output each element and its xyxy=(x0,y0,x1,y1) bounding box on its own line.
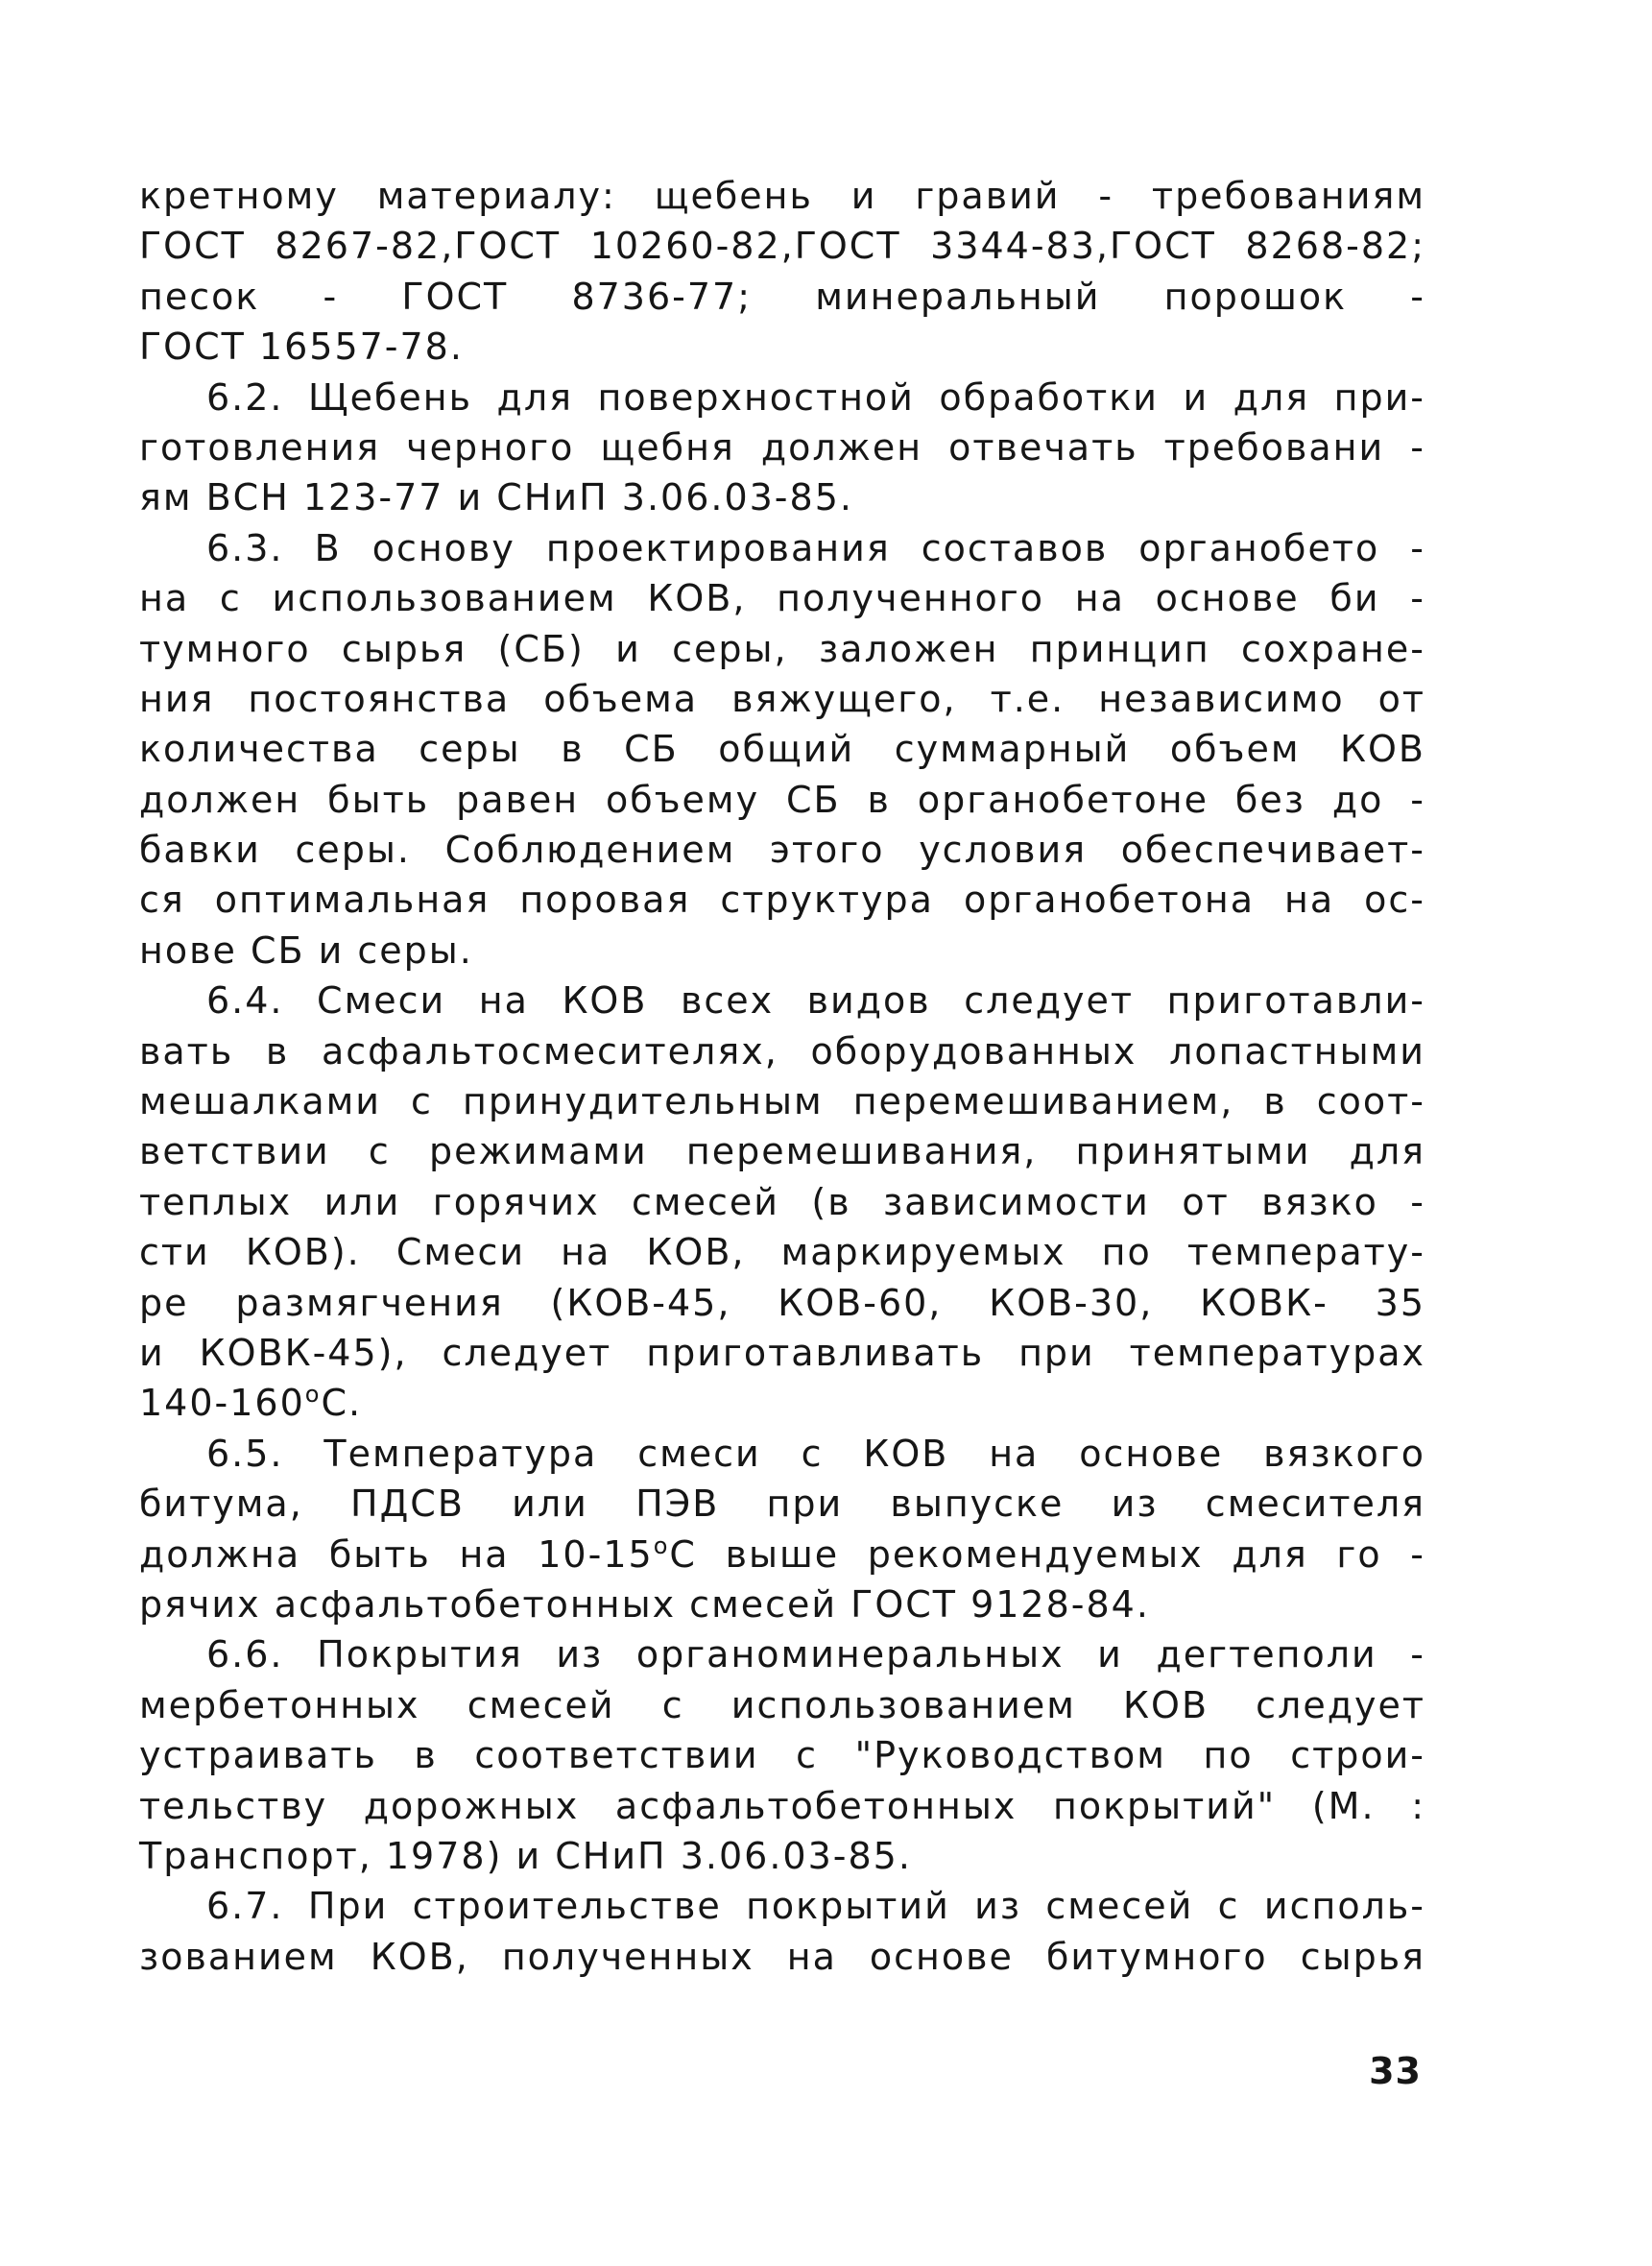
text-line: 140-160$^o$C. xyxy=(139,1381,363,1425)
text-line: 6.4. Смеси на КОВ всех видов следует приготавли- xyxy=(206,979,1425,1023)
text-line: на с использованием КОВ, полученного на основе би - xyxy=(139,577,1425,620)
text-line: ся оптимальная поровая структура органобетона на ос- xyxy=(139,879,1425,922)
text-line: ГОСТ 16557-78. xyxy=(139,325,464,369)
text-line: 6.5. Температура смеси с КОВ на основе вязкого xyxy=(206,1432,1425,1475)
text-line: мербетонных смесей с использованием КОВ следует xyxy=(139,1683,1425,1726)
text-line: ветствии с режимами перемешивания, принятыми для xyxy=(139,1130,1425,1173)
text-line: должен быть равен объему СБ в органобетоне без до - xyxy=(139,778,1425,821)
text-line: тельству дорожных асфальтобетонных покрытий" (М. : xyxy=(139,1784,1425,1827)
text-line: мешалками с принудительным перемешиванием, в соот- xyxy=(139,1080,1425,1123)
text-line: должна быть на 10-15$^o$C выше рекомендуемых для го - xyxy=(139,1531,1425,1576)
text-line: тумного сырья (СБ) и серы, заложен принцип сохране- xyxy=(139,627,1425,670)
text-line: бавки серы. Соблюдением этого условия обеспечивает- xyxy=(139,829,1425,872)
text-line: кретному материалу: щебень и гравий - требованиям xyxy=(139,175,1425,217)
text-line: и КОВК-45), следует приготавливать при температурах xyxy=(139,1331,1425,1374)
text-line: количества серы в СБ общий суммарный объем КОВ xyxy=(139,728,1425,771)
text-line: 6.2. Щебень для поверхностной обработки и для при- xyxy=(206,375,1425,419)
text-line: теплых или горячих смесей (в зависимости от вязко - xyxy=(139,1180,1425,1223)
body-text xyxy=(139,171,1425,1982)
text-line: рячих асфальтобетонных смесей ГОСТ 9128-84. xyxy=(139,1582,1150,1626)
text-line: ре размягчения (КОВ-45, КОВ-60, КОВ-30, КОВК- 35 xyxy=(139,1281,1425,1324)
text-line: ям ВСН 123-77 и СНиП 3.06.03-85. xyxy=(139,476,853,519)
text-line: нове СБ и серы. xyxy=(139,928,473,972)
page-number: 33 xyxy=(1369,2050,1422,2092)
text-line: битума, ПДСВ или ПЭВ при выпуске из смесителя xyxy=(139,1483,1425,1526)
text-line: песок - ГОСТ 8736-77; минеральный порошок - xyxy=(139,275,1425,318)
text-line: готовления черного щебня должен отвечать требовани - xyxy=(139,425,1425,469)
text-line: Транспорт, 1978) и СНиП 3.06.03-85. xyxy=(139,1834,912,1877)
text-line: вать в асфальтосмесителях, оборудованных лопастными xyxy=(139,1029,1425,1073)
text-line: сти КОВ). Смеси на КОВ, маркируемых по температу- xyxy=(139,1231,1425,1274)
text-line: 6.6. Покрытия из органоминеральных и дегтеполи - xyxy=(206,1633,1425,1676)
text-line: устраивать в соответствии с "Руководством по строи- xyxy=(139,1734,1425,1777)
text-line: 6.7. При строительстве покрытий из смесей с исполь- xyxy=(206,1885,1425,1928)
text-line: зованием КОВ, полученных на основе битумного сырья xyxy=(139,1935,1425,1978)
text-line: ния постоянства объема вяжущего, т.е. независимо от xyxy=(139,677,1425,720)
text-line: 6.3. В основу проектирования составов органобето - xyxy=(206,526,1425,569)
text-line: ГОСТ 8267-82,ГОСТ 10260-82,ГОСТ 3344-83,ГОСТ 8268-82; xyxy=(139,225,1425,268)
